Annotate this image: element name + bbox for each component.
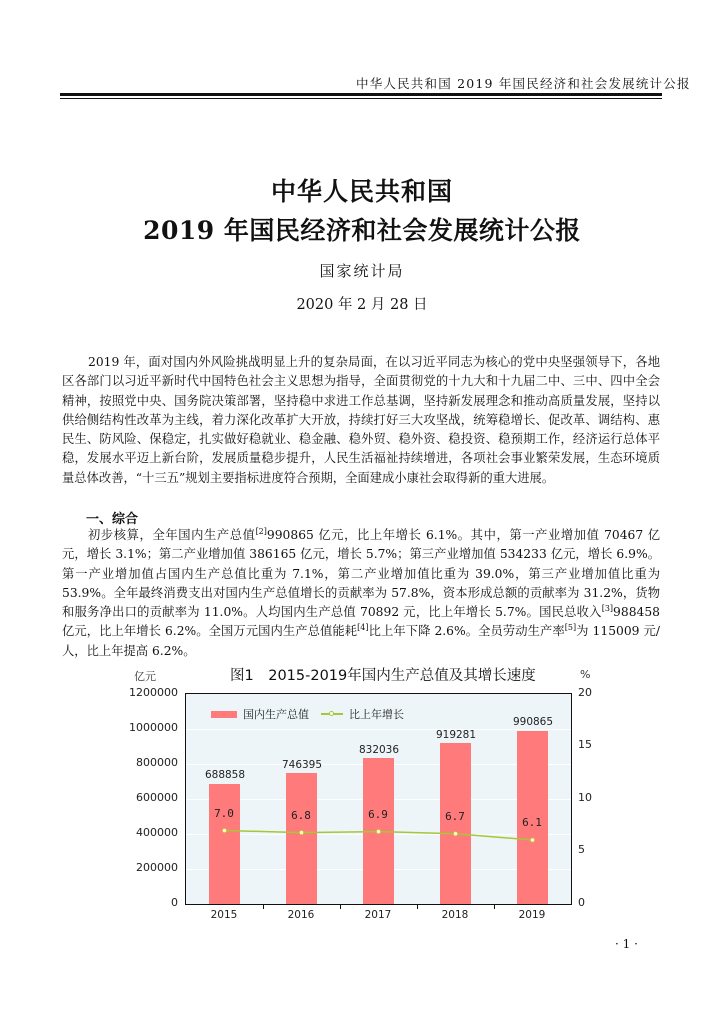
y-tick-left: 1000000	[129, 721, 178, 734]
x-tickmark	[417, 905, 418, 909]
y-tick-right: 15	[578, 738, 592, 751]
x-tick-label: 2018	[441, 909, 469, 921]
chart-title: 图1 2015-2019年国内生产总值及其增长速度	[230, 668, 536, 684]
x-tick-label: 2017	[364, 909, 392, 921]
running-header: 中华人民共和国 2019 年国民经济和社会发展统计公报	[356, 76, 691, 91]
footnote-ref-4[interactable]: [4]	[357, 623, 369, 633]
y-axis-right-unit: %	[580, 668, 591, 681]
x-tick-label: 2015	[210, 909, 238, 921]
section-paragraph	[62, 526, 660, 661]
legend-line-label: 比上年增长	[349, 708, 404, 721]
bar-value-label: 688858	[204, 769, 246, 781]
header-rule	[60, 93, 662, 96]
y-tick-left: 200000	[136, 861, 178, 874]
rate-value-label: 6.8	[291, 809, 311, 822]
rate-value-label: 7.0	[214, 807, 234, 820]
footnote-ref-5[interactable]: [5]	[564, 623, 577, 633]
y-tick-right: 20	[578, 686, 592, 699]
y-tick-left: 800000	[136, 756, 178, 769]
y-axis-left-unit: 亿元	[134, 670, 156, 683]
text-segment: 为 115009 元/人，比上年提高 6.2%。	[62, 624, 660, 658]
issuer: 国家统计局	[319, 262, 405, 280]
x-tick-label: 2016	[287, 909, 315, 921]
bar-value-label: 746395	[281, 759, 323, 771]
text-segment: 初步核算，全年国内生产总值	[88, 528, 256, 542]
page-number: · 1 ·	[615, 937, 638, 951]
y-tick-right: 5	[578, 843, 585, 856]
growth-rate-line	[186, 694, 571, 904]
x-tick-label: 2019	[518, 909, 546, 921]
intro-paragraph: 2019 年，面对国内外风险挑战明显上升的复杂局面，在以习近平同志为核心的党中央坚强领导下，各地区各部门以习近平新时代中国特色社会主义思想为指导，全面贯彻党的十九大和十九届二中、三中、四中全会精神，按照党中央、国务院决策部署，坚持稳中求进工作总基调，坚持新发展理念和推动高质量发展，坚持以供给侧结构性改革为主线，着力深化改革扩大开放，持续打好三大攻坚战，统筹稳增长、促改革、调结构、惠民生、防风险、保稳定，扎实做好稳就业、稳金融、稳外贸、稳外资、稳投资、稳预期工作，经济运行总体平稳，发展水平迈上新台阶，发展质量稳步提升，人民生活福祉持续增进，各项社会事业繁荣发展，生态环境质量总体改善，“十三五”规划主要指标进度符合预期，全面建成小康社会取得新的重大进展。	[62, 355, 660, 485]
rate-value-label: 6.9	[368, 808, 388, 821]
footnote-ref-3[interactable]: [3]	[601, 604, 614, 614]
rate-value-label: 6.7	[445, 810, 465, 823]
bar-value-label: 919281	[435, 729, 477, 741]
y-tick-left: 600000	[136, 791, 178, 804]
header-rule-thin	[60, 98, 662, 99]
text-segment: 比上年下降 2.6%。全员劳动生产率	[368, 624, 565, 639]
section-heading: 一、综合	[86, 512, 139, 527]
x-tickmark	[494, 905, 495, 909]
plot-area	[185, 693, 572, 905]
legend-bar-label: 国内生产总值	[243, 708, 309, 721]
x-tickmark	[263, 905, 264, 909]
document-title-line2: 2019 年国民经济和社会发展统计公报	[143, 216, 581, 245]
document-title-line1: 中华人民共和国	[270, 177, 453, 206]
y-tick-right: 10	[578, 791, 592, 804]
y-tick-left: 400000	[136, 826, 178, 839]
text-segment: 988458 亿元，比上年增长 6.2%。全国万元国内生产总值能耗	[62, 605, 660, 639]
y-tick-left: 1200000	[129, 686, 178, 699]
x-tickmark	[340, 905, 341, 909]
footnote-ref-2[interactable]: [2]	[255, 526, 267, 536]
rate-value-label: 6.1	[522, 816, 542, 829]
bar-value-label: 990865	[512, 716, 554, 728]
y-tick-left: 0	[171, 896, 178, 909]
bar-value-label: 832036	[358, 744, 400, 756]
text-segment: 990865 亿元，比上年增长 6.1%。其中，第一产业增加值 70467 亿元，增长 3.1%；第二产业增加值 386165 亿元，增长 5.7%；第三产业增加值 534233 亿元，增长 6.9%。第一产业增加值占国内生产总值比重为 7.1%，第二产业增加值比重为 39.0%，第三产业增加值比重为 53.9%。全年最终消费支出对国内生产总值增长的贡献率为 57.8%，资本形成总额的贡献率为 31.2%，货物和服务净出口的贡献率为 11.0%。人均国内生产总值 70892 元，比上年增长 5.7%。国民总收入	[62, 528, 660, 620]
gdp-chart	[110, 660, 620, 930]
publication-date: 2020 年 2 月 28 日	[296, 297, 428, 313]
y-tick-right: 0	[578, 896, 585, 909]
